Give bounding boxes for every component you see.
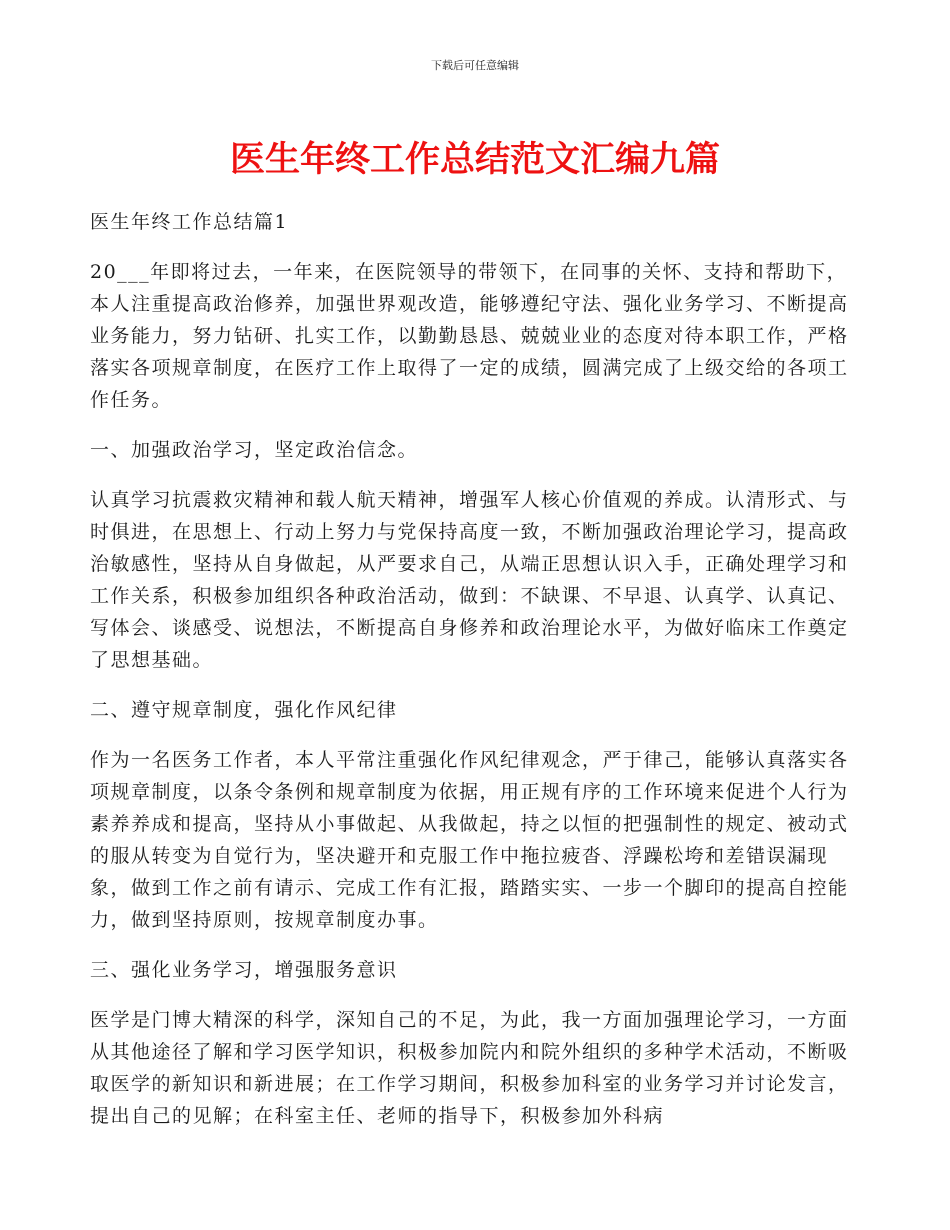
paragraph-intro: 20___年即将过去，一年来，在医院领导的带领下，在同事的关怀、支持和帮助下，本人注重提高政治修养，加强世界观改造，能够遵纪守法、强化业务学习、不断提高业务能力，努力钻研、扎实工作，以勤勤恳恳、兢兢业业的态度对待本职工作，严格落实各项规章制度，在医疗工作上取得了一定的成绩，圆满完成了上级交给的各项工作任务。: [90, 261, 849, 411]
heading-business-study: 三、强化业务学习，增强服务意识: [90, 959, 398, 981]
document-body: [90, 206, 862, 1150]
heading-political-study: 一、加强政治学习，坚定政治信念。: [90, 439, 419, 461]
document-title: 医生年终工作总结范文汇编九篇: [229, 140, 720, 180]
paragraph-business-study: 医学是门博大精深的科学，深知自己的不足，为此，我一方面加强理论学习，一方面从其他途径了解和学习医学知识，积极参加院内和院外组织的多种学术活动，不断吸取医学的新知识和新进展；在工作学习期间，积极参加科室的业务学习并讨论发言，提出自己的见解；在科室主任、老师的指导下，积极参加外科病: [90, 1009, 849, 1127]
section-title: 医生年终工作总结篇1: [90, 211, 289, 233]
heading-rules-discipline: 二、遵守规章制度，强化作风纪律: [90, 699, 398, 721]
page-header-note: 下载后可任意编辑: [431, 59, 519, 72]
paragraph-political-study: 认真学习抗震救灾精神和载人航天精神，增强军人核心价值观的养成。认清形式、与时俱进，在思想上、行动上努力与党保持高度一致，不断加强政治理论学习，提高政治敏感性，坚持从自身做起，从严要求自己，从端正思想认识入手，正确处理学习和工作关系，积极参加组织各种政治活动，做到：不缺课、不早退、认真学、认真记、写体会、谈感受、说想法，不断提高自身修养和政治理论水平，为做好临床工作奠定了思想基础。: [90, 489, 849, 671]
paragraph-rules-discipline: 作为一名医务工作者，本人平常注重强化作风纪律观念，严于律己，能够认真落实各项规章制度，以条令条例和规章制度为依据，用正规有序的工作环境来促进个人行为素养养成和提高，坚持从小事做起、从我做起，持之以恒的把强制性的规定、被动式的服从转变为自觉行为，坚决避开和克服工作中拖拉疲沓、浮躁松垮和差错误漏现象，做到工作之前有请示、完成工作有汇报，踏踏实实、一步一个脚印的提高自控能力，做到坚持原则，按规章制度办事。: [90, 749, 849, 931]
